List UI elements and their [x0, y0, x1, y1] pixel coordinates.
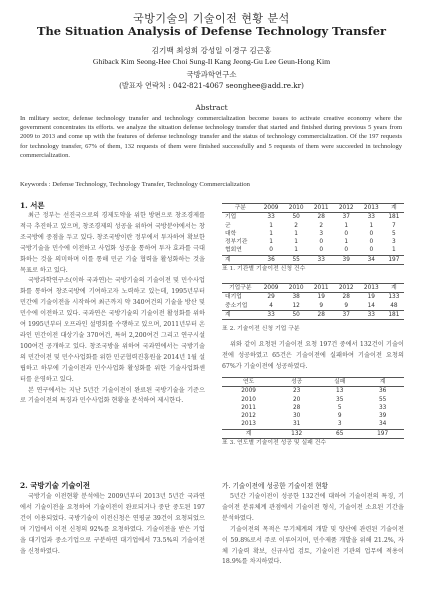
- table-cell: 0: [369, 247, 374, 254]
- table-cell: 4: [269, 302, 273, 309]
- section-1-heading: 1. 서론: [20, 201, 45, 210]
- table-cell: 계: [222, 429, 275, 438]
- table-cell: 정부기관: [225, 239, 248, 246]
- table-cell: 1: [294, 247, 298, 254]
- table-header-cell: 구분: [222, 204, 259, 213]
- table-cell: 13: [336, 388, 344, 395]
- table-cell: 133: [388, 294, 400, 301]
- table-cell: 3: [337, 421, 342, 428]
- body-paragraph: 위와 같이 요청된 기술이전 요청 197건 중에서 132건이 기술이전에 성공하였고 65건은 기술이전에 실패하여 기술이전 요청의 67%가 기술이전에 성공하였다.: [222, 341, 404, 370]
- table-cell: 기업: [225, 214, 237, 221]
- section-1-body: [20, 211, 205, 407]
- table-row: [222, 396, 404, 404]
- authors-korean: 김기백 최성희 강성일 이경구 김근홍: [151, 46, 272, 55]
- table-cell: 2: [294, 222, 298, 229]
- table-header-cell: 2011: [309, 204, 334, 213]
- table-cell: 0: [344, 247, 349, 254]
- table-header-cell: 기업구분: [222, 284, 259, 293]
- table-header-cell: 2009: [259, 284, 284, 293]
- table-cell: 37: [342, 214, 350, 221]
- table-2: [222, 283, 404, 320]
- table-row: [222, 404, 404, 412]
- table-cell: 33: [378, 404, 387, 411]
- table-cell: 2012: [241, 413, 256, 420]
- table-cell: 55: [284, 255, 309, 264]
- table-2-caption: 표 2. 기술이전 신청 기업 구분: [222, 326, 300, 332]
- table-header-cell: 2013: [359, 204, 384, 213]
- table-cell: 12: [292, 302, 300, 309]
- table-cell: 1: [269, 239, 273, 246]
- table-header-cell: 성공: [275, 378, 318, 387]
- affiliation: 국방과학연구소: [186, 70, 237, 79]
- body-paragraph: 기술이전의 목적은 무기체계의 개발 및 양산에 관련된 기술이전이 59.8%로서 주로 이루어지며, 민수제품 개발을 위해 21.2%, 자체 기술력 확보, 신규사업 검토, 기술이전 기관의 업무에 적용이 18.9%를 차지하였다.: [222, 525, 404, 566]
- table-cell: 1: [294, 239, 298, 246]
- table-row: [222, 293, 404, 302]
- table-cell: 65: [318, 429, 361, 438]
- table-cell: 34: [359, 255, 384, 264]
- table-header-cell: 2012: [334, 284, 359, 293]
- table-cell: 31: [292, 421, 301, 428]
- table-cell: 계: [222, 255, 259, 264]
- table-cell: 39: [334, 255, 359, 264]
- table-cell: 35: [336, 396, 344, 403]
- table-cell: 38: [292, 294, 300, 301]
- table-cell: 9: [319, 302, 324, 309]
- section-1-paragraph: 국방과학연구소(이하 국과연)는 국방기술의 기술이전 및 민수사업화를 통하여 창조국방에 기여하고자 노력하고 있는데, 1995년부터 민간에 기술이전을 시작하여 최근까지 약 340여건의 기술을 방산 및 민수에 이전하고 있다. 국과연은 국방기술의 기술이전 활성화를 위하여 1995년부터 오프라인 설명회를 수행하고 있으며, 2011년부터 온라인 민간이전 대상기술 370여건, 특허 2,200여건 그리고 연구시설 100여건 공개하고 있다. 창조국방을 위하여 국과연에서는 국방기술의 민간이전 및 민수사업화를 위한 민군협력진흥원을 2014년 1월 설립하고 하부에 기술이전과 민수사업화 활성화를 위한 기술사업화센터를 운영하고 있다.: [20, 277, 205, 383]
- table-3-caption: 표 3. 연도별 기술이전 성공 및 실패 건수: [222, 440, 327, 446]
- table-cell: 0: [344, 230, 349, 237]
- subsection-heading: 가. 기술이전에 성공한 기술이전 현황: [222, 482, 329, 490]
- table-cell: 30: [292, 413, 301, 420]
- table-cell: 3: [392, 239, 396, 246]
- table-cell: 2010: [241, 396, 256, 403]
- keywords: Keywords : Defense Technology, Technology Transfer, Technology Commercialization: [20, 181, 250, 188]
- table-cell: 7: [392, 222, 396, 229]
- table-cell: 50: [284, 310, 309, 319]
- table-cell: 33: [367, 214, 375, 221]
- table-row: [222, 213, 404, 222]
- table-header-cell: 계: [384, 284, 404, 293]
- table-header-cell: 2010: [284, 284, 309, 293]
- table-cell: 197: [361, 429, 404, 438]
- table-cell: 1: [294, 230, 298, 237]
- table-cell: 19: [317, 294, 325, 301]
- table-cell: 181: [388, 214, 400, 221]
- table-cell: 36: [259, 255, 284, 264]
- section-1-paragraph: 최근 정부는 선진국으로의 경제도약을 위한 방편으로 창조경제를 적극 추진하고 있으며, 창조경제의 성공을 위하여 국방분야에서는 창조국방에 중점을 두고 있다. 창조국방이란 정부에서 투자하여 확보한 국방기술을 민수에 이전하고 사업화 성공을 통하여 투자 효과를 극대화하는 것을 의미하며 이를 통해 민군 기술 협력을 활성화하는 것을 목표로 하고 있다.: [20, 212, 205, 274]
- table-cell: 33: [259, 310, 284, 319]
- table-cell: 1: [369, 222, 374, 229]
- authors-english: Ghiback Kim Seong-Hee Choi Sung-Il Kang Jeong-Gu Lee Geun-Hong Kim: [92, 57, 331, 66]
- section-1-paragraph: 본 연구에서는 지난 5년간 기술이전이 완료된 국방기술을 기준으로 기술이전의 특징과 민수사업화 현황을 분석하여 제시한다.: [20, 386, 205, 405]
- section-2-heading: 2. 국방기술 기술이전: [20, 481, 90, 490]
- table-cell: 33: [267, 214, 275, 221]
- table-cell: 1: [392, 247, 396, 254]
- table-cell: 37: [334, 310, 359, 319]
- table-cell: 34: [378, 421, 387, 428]
- table-cell: 48: [390, 302, 398, 309]
- table-cell: 계: [222, 310, 259, 319]
- table-row: [222, 222, 404, 230]
- table-cell: 9: [337, 413, 342, 420]
- table-cell: 23: [292, 388, 301, 395]
- table-header-cell: 실패: [318, 378, 361, 387]
- table-cell: 5: [392, 230, 396, 237]
- table-row: [222, 302, 404, 311]
- table-cell: 2009: [241, 388, 256, 395]
- table-header-cell: 2010: [284, 204, 309, 213]
- table-cell: 9: [344, 302, 349, 309]
- right-paragraph: [222, 340, 404, 373]
- table-row: [222, 420, 404, 429]
- table-cell: 33: [359, 310, 384, 319]
- table-cell: 중소기업: [225, 302, 248, 309]
- table-cell: 28: [292, 404, 301, 411]
- table-cell: 3: [319, 230, 324, 237]
- table-total-row: [222, 310, 404, 319]
- table-header-cell: 2011: [309, 284, 334, 293]
- table-header-cell: 2009: [259, 204, 284, 213]
- table-row: [222, 412, 404, 420]
- table-cell: 2: [319, 222, 324, 229]
- contact-info: (발표자 연락처 : 042-821-4067 seonghee@add.re.kr): [119, 81, 304, 90]
- table-header-cell: 2013: [359, 284, 384, 293]
- table-cell: 132: [275, 429, 318, 438]
- table-cell: 협회연: [225, 247, 242, 254]
- table-1: [222, 203, 404, 265]
- table-cell: 36: [378, 388, 387, 395]
- table-header-cell: 2012: [334, 204, 359, 213]
- abstract-body: In military sector, defense technology transfer and technology commercialization become issues to activate creative economy where the government concentrates its efforts. we analyze the situation defense technology transfer that started and finished during previous 5 years from 2009 to 2013 and come up with the features of defense technology transfer and the status of technology commercialization. Of the 197 requests for technology transfer, 67% of them, 132 requests of them were finished successfully and 5 requests of them were succeeded in technology commercialization.: [20, 115, 402, 159]
- table-row: [222, 238, 404, 246]
- table-cell: 33: [309, 255, 334, 264]
- title-korean: 국방기술의 기술이전 현황 분석: [133, 12, 290, 25]
- table-cell: 50: [292, 214, 300, 221]
- table-cell: 29: [267, 294, 275, 301]
- table-row: [222, 387, 404, 396]
- table-cell: 0: [319, 239, 324, 246]
- table-cell: 대기업: [225, 294, 242, 301]
- table-header-cell: 계: [384, 204, 404, 213]
- title-english: The Situation Analysis of Defense Technology Transfer: [37, 24, 386, 38]
- table-cell: 2011: [241, 404, 256, 411]
- table-cell: 197: [384, 255, 404, 264]
- table-cell: 군: [225, 222, 231, 229]
- table-cell: 0: [319, 247, 324, 254]
- table-cell: 28: [342, 294, 350, 301]
- table-3: [222, 377, 404, 439]
- table-cell: 0: [369, 239, 374, 246]
- table-1-caption: 표 1. 기관별 기술이전 신청 건수: [222, 266, 306, 272]
- table-cell: 39: [378, 413, 387, 420]
- table-cell: 28: [309, 310, 334, 319]
- table-cell: 19: [367, 294, 375, 301]
- table-cell: 20: [292, 396, 301, 403]
- table-cell: 5: [337, 404, 342, 411]
- table-row: [222, 230, 404, 238]
- table-cell: 2013: [241, 421, 256, 428]
- table-cell: 0: [269, 247, 273, 254]
- table-cell: 1: [344, 239, 349, 246]
- section-2-paragraph: 국방기술 이전현황 분석에는 2009년부터 2013년 5년간 국과연에서 기술이전을 요청하여 기술이전이 완료되거나 중단 중도된 197건이 이용되었다. 국방기술이 이전신청은 연평균 39건이 요청되었으며 기업에서 이전 신청의 92%를 요청하였다. 기술이전을 받은 기업을 대기업과 중소기업으로 구분하면 대기업에서 73.5%의 기술이전을 신청하였다.: [20, 493, 205, 555]
- table-row: [222, 246, 404, 255]
- table-cell: 0: [369, 230, 374, 237]
- table-cell: 28: [317, 214, 325, 221]
- table-cell: 대학: [225, 230, 237, 237]
- table-cell: 1: [269, 230, 273, 237]
- body-paragraph: 5년간 기술이전이 성공한 132건에 대하여 기술이전의 특징, 기술이전 분류체계 관점에서 기술이전 형식, 기술이전 소요된 기간을 분석하였다.: [222, 493, 404, 522]
- table-cell: 1: [269, 222, 273, 229]
- table-cell: 55: [378, 396, 387, 403]
- abstract-heading: Abstract: [195, 103, 228, 112]
- table-cell: 14: [367, 302, 375, 309]
- table-cell: 1: [344, 222, 349, 229]
- section-2-body: [20, 492, 205, 557]
- table-cell: 181: [384, 310, 404, 319]
- table-header-cell: 연도: [222, 378, 275, 387]
- table-header-cell: 계: [361, 378, 404, 387]
- subsection-body: [222, 492, 404, 568]
